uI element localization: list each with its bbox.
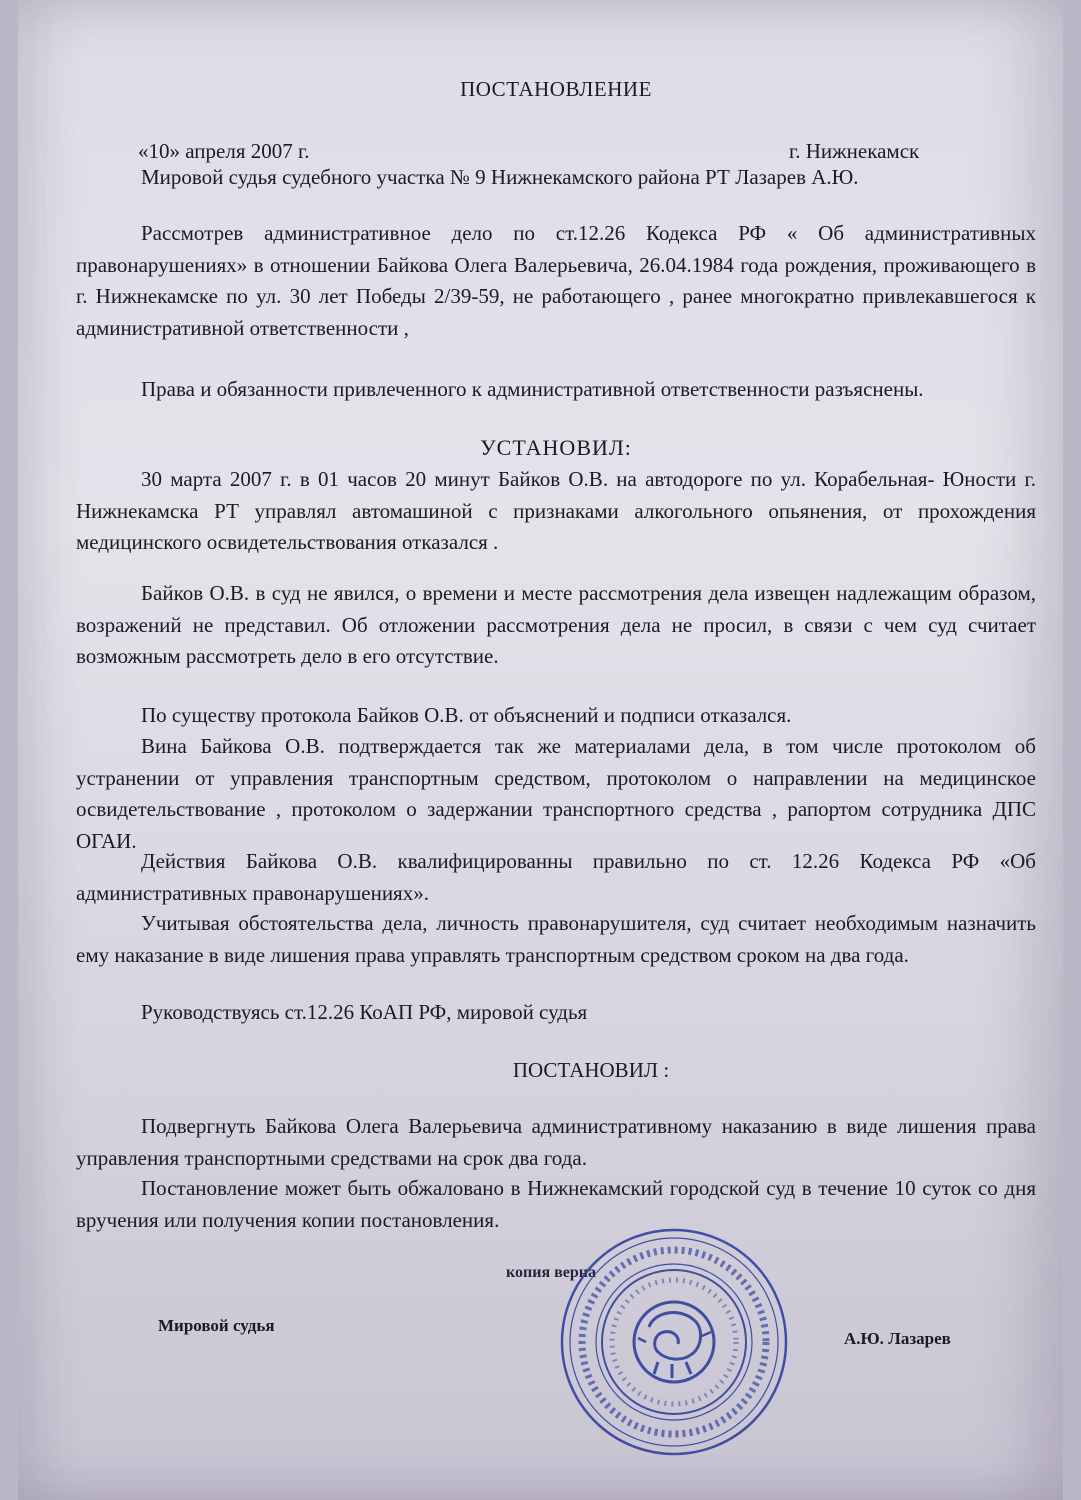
document-city: г. Нижнекамск xyxy=(789,139,920,163)
subject-text: Подвергнуть Байкова Олега Валерьевича административному наказанию в виде лишения права управления транспортными средствами на срок два года. xyxy=(76,1114,1036,1170)
reviewed-paragraph xyxy=(76,218,1036,344)
appeal-text: Постановление может быть обжаловано в Нижнекамский городской суд в течение 10 суток со дня вручения или получения копии постановления. xyxy=(76,1176,1036,1232)
actions-text: Действия Байкова О.В. квалифицированны правильно по ст. 12.26 Кодекса РФ «Об административных правонарушениях». xyxy=(76,849,1036,905)
copy-certified-label: копия верна xyxy=(506,1264,596,1281)
actions-paragraph xyxy=(76,846,1036,909)
paper-sheet xyxy=(18,0,1063,1500)
document-body xyxy=(76,0,1036,1500)
facts-text: 30 марта 2007 г. в 01 часов 20 минут Байков О.В. на автодороге по ул. Корабельная- Юности г. Нижнекамска РТ управлял автомашиной с признаками алкогольного опьянения, от прохождения медицинского освидетельствования отказался . xyxy=(76,467,1036,554)
round-seal-icon xyxy=(554,1222,794,1462)
signature-name: А.Ю. Лазарев xyxy=(844,1329,951,1348)
guided-text: Руководствуясь ст.12.26 КоАП РФ, мировой судья xyxy=(141,1000,588,1024)
subject-paragraph xyxy=(76,1111,1036,1174)
facts-paragraph xyxy=(76,464,1036,559)
document-title: ПОСТАНОВЛЕНИЕ xyxy=(460,77,652,101)
considering-paragraph xyxy=(76,908,1036,971)
absent-paragraph xyxy=(76,578,1036,673)
signature-title: Мировой судья xyxy=(158,1316,275,1335)
guilt-text: Вина Байкова О.В. подтверждается так же материалами дела, в том числе протоколом об устранении от управления транспортным средством, протоколом о направлении на медицинское освидетельствование , протоколом о задержании транспортного средства , рапортом сотрудника ДПС ОГАИ. xyxy=(76,734,1036,853)
document-date: «10» апреля 2007 г. xyxy=(138,139,310,163)
considering-text: Учитывая обстоятельства дела, личность правонарушителя, суд считает необходимым назначить ему наказание в виде лишения права управлять транспортным средством сроком на два года. xyxy=(76,911,1036,967)
guided-paragraph xyxy=(76,997,1036,1029)
decided-heading: ПОСТАНОВИЛ : xyxy=(512,1058,670,1082)
guilt-paragraph xyxy=(76,731,1036,857)
judge-intro-paragraph xyxy=(76,162,1036,194)
absent-text: Байков О.В. в суд не явился, о времени и месте рассмотрения дела извещен надлежащим образом, возражений не представил. Об отложении рассмотрения дела не просил, в связи с чем суд считает возможным рассмотреть дело в его отсутствие. xyxy=(76,581,1036,668)
reviewed-text: Рассмотрев административное дело по ст.12.26 Кодекса РФ « Об административных правонарушениях» в отношении Байкова Олега Валерьевича, 26.04.1984 года рождения, проживающего в г. Нижнекамске по ул. 30 лет Победы 2/39-59, не работающего , ранее многократно привлекавшегося к административной ответственности , xyxy=(76,221,1036,340)
judge-intro-text: Мировой судья судебного участка № 9 Нижнекамского района РТ Лазарев А.Ю. xyxy=(141,165,859,189)
rights-text: Права и обязанности привлеченного к административной ответственности разъяснены. xyxy=(141,377,924,401)
rights-paragraph xyxy=(76,374,1036,406)
refused-text: По существу протокола Байков О.В. от объяснений и подписи отказался. xyxy=(141,703,792,727)
refused-paragraph xyxy=(76,700,1036,732)
established-heading: УСТАНОВИЛ: xyxy=(480,435,632,460)
